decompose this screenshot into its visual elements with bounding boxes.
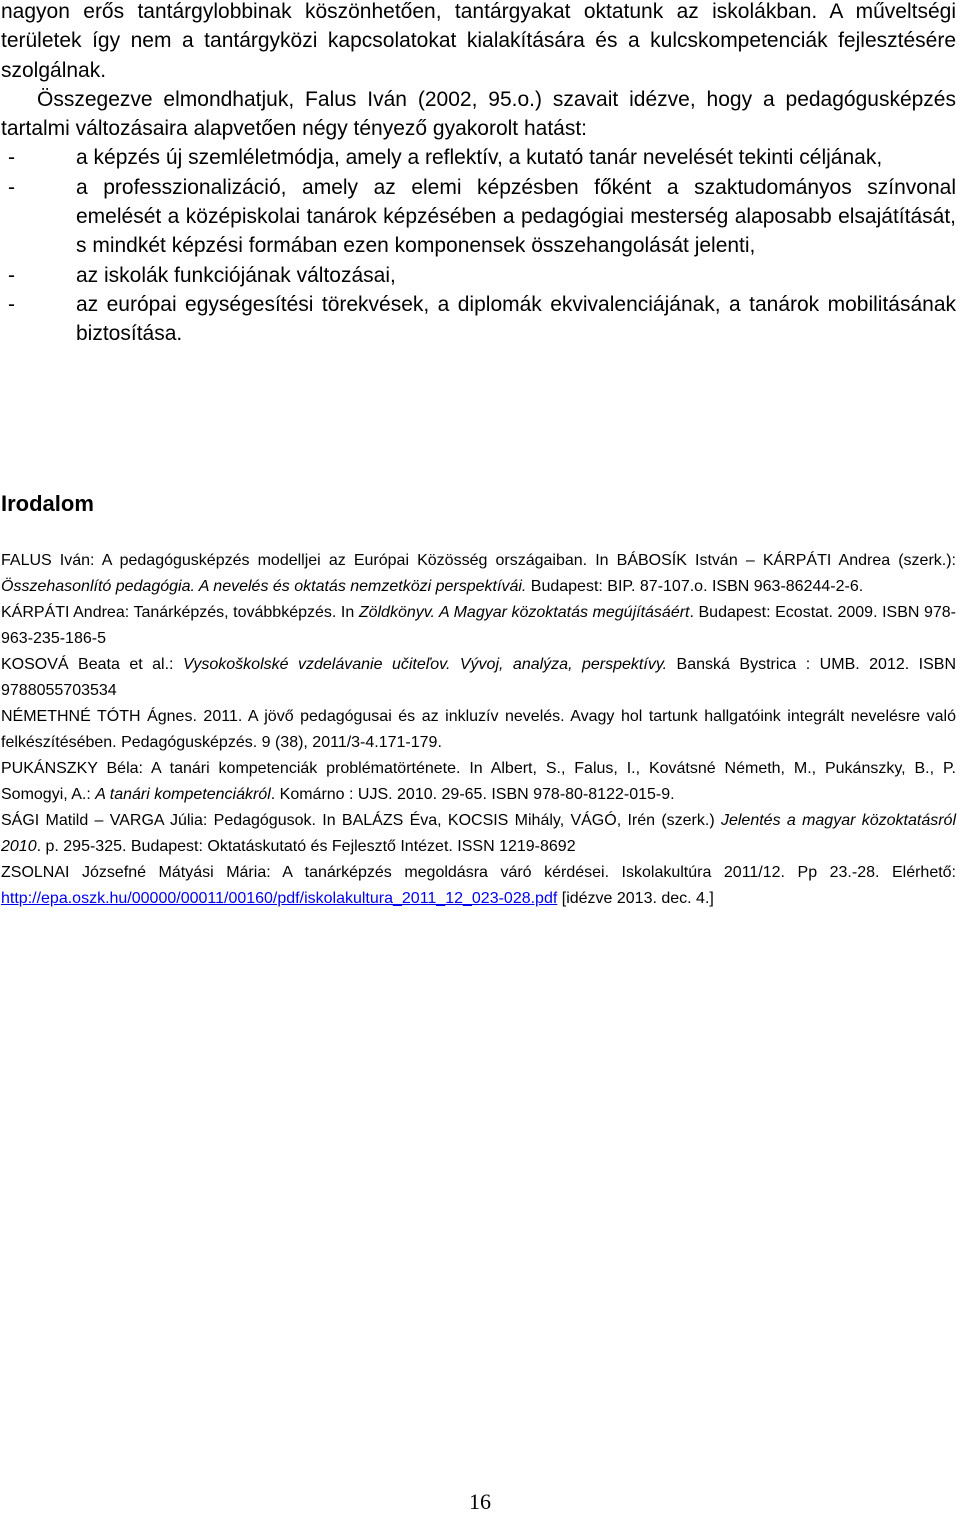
reference-title: A tanári kompetenciákról — [95, 786, 271, 803]
reference-text: NÉMETHNÉ TÓTH Ágnes. 2011. A jövő pedagógusai és az inkluzív nevelés. Avagy hol tartunk hallgatóink integrált nevelésre való felkészítésében. Pedagógusképzés. 9 (38), 2011/3-4.171-179. — [1, 708, 956, 751]
factor-list — [1, 143, 956, 348]
list-dash: - — [8, 146, 15, 170]
reference-title: Jelentés a magyar közoktatásról 2010 — [1, 812, 956, 855]
reference-text: . p. 295-325. Budapest: Oktatáskutató és Fejlesztő Intézet. ISSN 1219-8692 — [36, 838, 576, 855]
reference-title: Zöldkönyv. A Magyar közoktatás megújításáért — [358, 604, 690, 621]
reference-item — [1, 860, 956, 912]
list-item-text: a professzionalizáció, amely az elemi képzésben főként a szaktudományos színvonal emelését a középiskolai tanárok képzésében a pedagógiai mesterség alaposabb elsajátítását, s mindkét képzési formában ezen komponensek összehangolását jelenti, — [76, 175, 956, 258]
reference-item — [1, 600, 956, 652]
intro-paragraph: nagyon erős tantárgylobbinak köszönhetően, tantárgyakat oktatunk az iskolákban. A műveltségi területek így nem a tantárgyközi kapcsolatokat kialakítására és a kulcskompetenciák fejlesztésére szolgálnak. — [1, 0, 956, 82]
reference-text: Budapest: BIP. 87-107.o. ISBN 963-86244-2-6. — [526, 578, 864, 595]
list-dash: - — [8, 263, 15, 287]
reference-link[interactable]: http://epa.oszk.hu/00000/00011/00160/pdf/iskolakultura_2011_12_023-028.pdf — [1, 890, 558, 907]
list-dash: - — [8, 175, 15, 199]
section-heading: Irodalom — [1, 491, 94, 516]
list-item — [1, 261, 956, 290]
reference-text: . Komárno : UJS. 2010. 29-65. ISBN 978-80-8122-015-9. — [270, 786, 675, 803]
reference-text: ZSOLNAI Józsefné Mátyási Mária: A tanárképzés megoldásra váró kérdései. Iskolakultúra 2011/12. Pp 23.-28. Elérhető: — [1, 864, 956, 881]
reference-list — [1, 548, 956, 912]
reference-item — [1, 548, 956, 600]
summary-paragraph: Összegezve elmondhatjuk, Falus Iván (2002, 95.o.) szavait idézve, hogy a pedagógusképzés tartalmi változásaira alapvetően négy tényező gyakorolt hatást: — [1, 87, 956, 141]
list-dash: - — [8, 292, 15, 316]
list-item — [1, 173, 956, 261]
list-item-text: az európai egységesítési törekvések, a diplomák ekvivalenciájának, a tanárok mobilitásának biztosítása. — [76, 292, 956, 346]
reference-text: FALUS Iván: A pedagógusképzés modelljei az Európai Közösség országaiban. In BÁBOSÍK István – KÁRPÁTI Andrea (szerk.): — [1, 552, 956, 569]
reference-item — [1, 704, 956, 756]
reference-item — [1, 652, 956, 704]
list-item-text: a képzés új szemléletmódja, amely a reflektív, a kutató tanár nevelését tekinti céljának, — [76, 146, 883, 170]
reference-title: Vysokoškolské vzdelávanie učiteľov. Vývoj, analýza, perspektívy. — [182, 656, 668, 673]
reference-text: Banská Bystrica : UMB. 2012. ISBN 9788055703534 — [1, 656, 957, 699]
reference-text: SÁGI Matild – VARGA Júlia: Pedagógusok. In BALÁZS Éva, KOCSIS Mihály, VÁGÓ, Irén (szerk.) — [1, 812, 721, 829]
reference-text: PUKÁNSZKY Béla: A tanári kompetenciák problématörténete. In Albert, S., Falus, I., Kovátsné Németh, M., Pukánszky, B., P. Somogyi, A.: — [1, 760, 956, 803]
reference-text: KOSOVÁ Beata et al.: — [1, 656, 183, 673]
reference-item — [1, 756, 956, 808]
reference-text: [idézve 2013. dec. 4.] — [557, 890, 714, 907]
page-number: 16 — [469, 1489, 491, 1514]
list-item — [1, 143, 956, 172]
reference-item — [1, 808, 956, 860]
list-item — [1, 290, 956, 349]
reference-title: Összehasonlító pedagógia. A nevelés és oktatás nemzetközi perspektívái. — [1, 578, 527, 595]
reference-text: KÁRPÁTI Andrea: Tanárképzés, továbbképzés. In — [1, 604, 359, 621]
list-item-text: az iskolák funkciójának változásai, — [76, 263, 396, 287]
body-text — [1, 0, 956, 349]
reference-text: . Budapest: Ecostat. 2009. ISBN 978-963-235-186-5 — [1, 604, 957, 647]
